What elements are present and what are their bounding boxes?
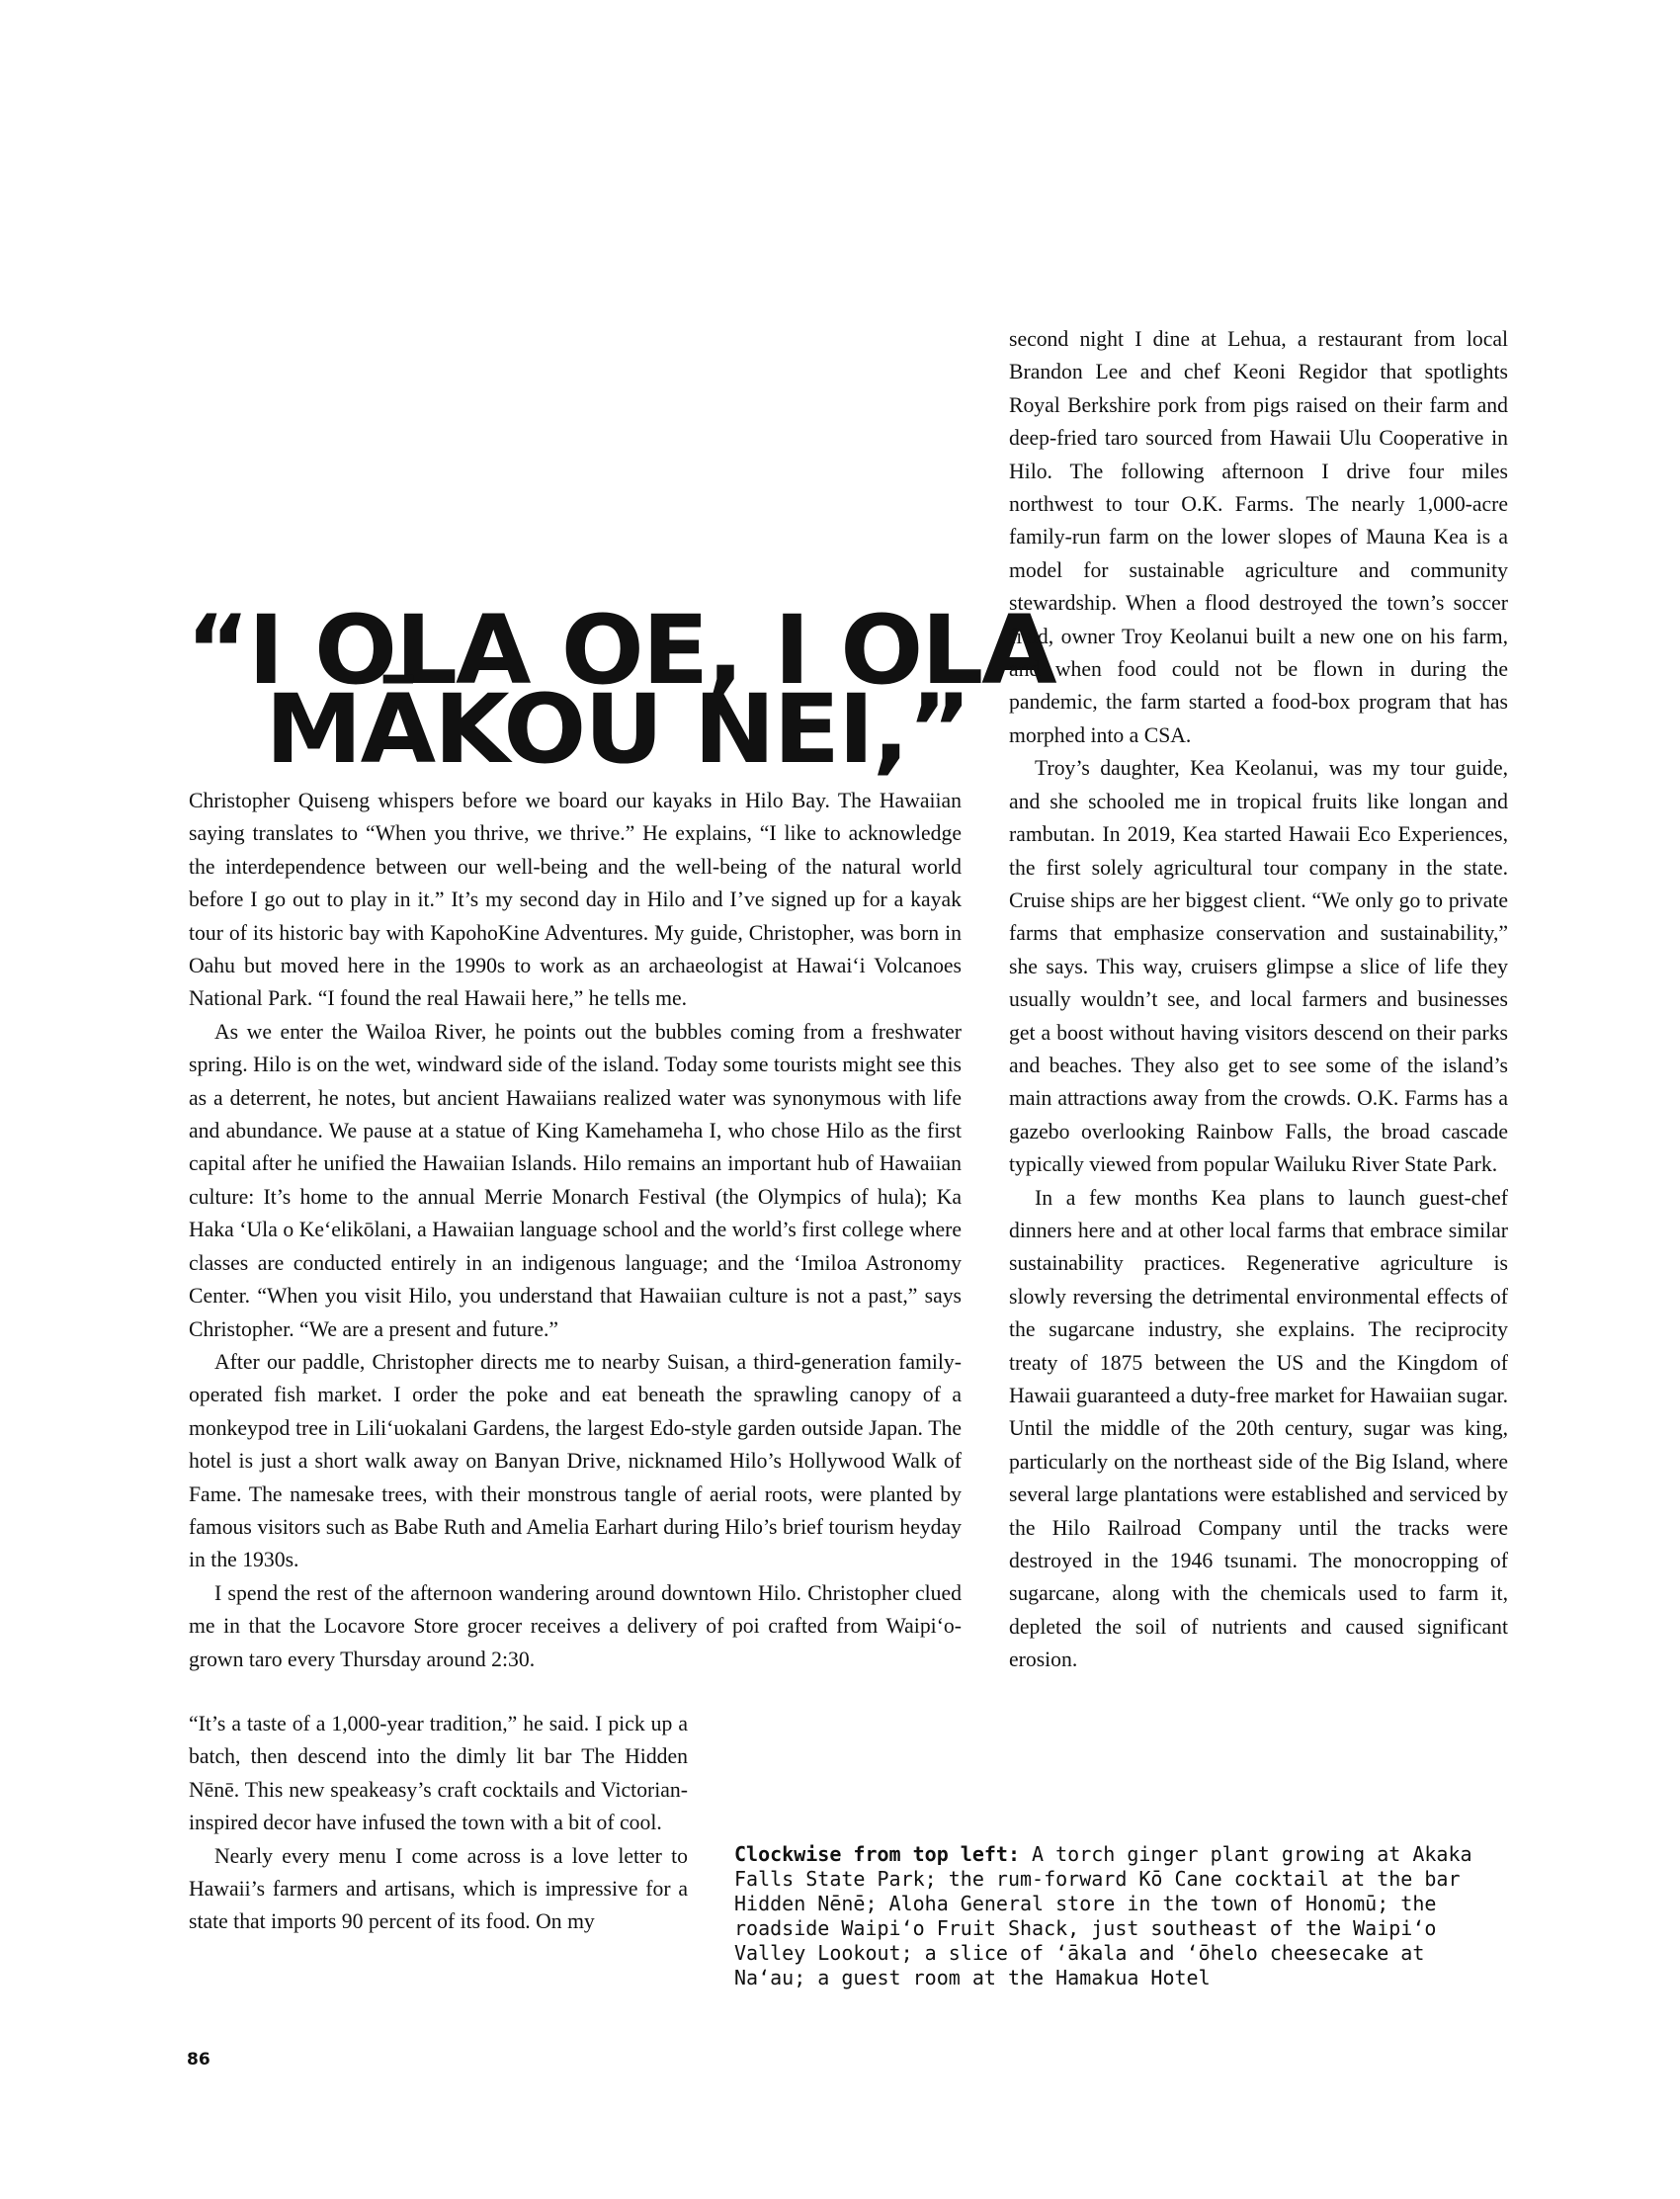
body-paragraph: Nearly every menu I come across is a love letter to Hawaii’s farmers and artisans, which is impressive for a state that imports 90 percent of its food. On my [189,1843,688,1934]
body-paragraph-continued: “It’s a taste of a 1,000-year tradition,” he said. I pick up a batch, then descend into the dimly lit bar The Hidden Nēnē. This new speakeasy’s craft cocktails and Victorian-inspired decor have infused the town with a bit of cool. [189,1712,688,1835]
headline-line-1: “I OLA OE, I OLA [186,595,1055,706]
body-paragraph: As we enter the Wailoa River, he points out the bubbles coming from a freshwater spring. Hilo is on the wet, windward side of the island. Today some tourists might see this as a deterrent, he notes, but ancient Hawaiians realized water was synonymous with life and abundance. We pause at a statue of King Kamehameha I, who chose Hilo as the first capital after he unified the Hawaiian Islands. Hilo remains an important hub of Hawaiian culture: It’s home to the annual Merrie Monarch Festival (the Olympics of hula); Ka Haka ʻUla o Keʻelikōlani, a Hawaiian language school and the world’s first college where classes are conducted entirely in an indigenous language; and the ʻImiloa Astronomy Center. “When you visit Hilo, you understand that Hawaiian culture is not a past,” says Christopher. “We are a present and future.” [189,1019,962,1341]
body-paragraph: In a few months Kea plans to launch guest-chef dinners here and at other local farms that embrace similar sustainability practices. Regenerative agriculture is slowly reversing the detrimental environmental effects of the sugarcane industry, she explains. The reciprocity treaty of 1875 between the US and the Kingdom of Hawaii guaranteed a duty-free market for Hawaiian sugar. Until the middle of the 20th century, sugar was king, particularly on the northeast side of the Big Island, where several large plantations were established and serviced by the Hilo Railroad Company until the tracks were destroyed in the 1946 tsunami. The monocropping of sugarcane, along with the chemicals used to farm it, depleted the soil of nutrients and caused significant erosion. [1009,1185,1508,1672]
headline [186,595,1055,785]
body-paragraph: After our paddle, Christopher directs me to nearby Suisan, a third-generation family-operated fish market. I order the poke and eat beneath the sprawling canopy of a monkeypod tree in Liliʻuokalani Gardens, the largest Edo-style garden outside Japan. The hotel is just a short walk away on Banyan Drive, nicknamed Hilo’s Hollywood Walk of Fame. The namesake trees, with their monstrous tangle of aerial roots, were planted by famous visitors such as Babe Ruth and Amelia Earhart during Hilo’s brief tourism heyday in the 1930s. [189,1349,962,1572]
headline-line-2: MĀKOU NEI,” [265,674,970,785]
left-column [189,785,962,1676]
photo-caption [734,1842,1475,1990]
right-column [1009,323,1508,1677]
caption-lead: Clockwise from top left: [734,1842,1020,1866]
body-paragraph-continued: second night I dine at Lehua, a restaurant from local Brandon Lee and chef Keoni Regidor that spotlights Royal Berkshire pork from pigs raised on their farm and deep-fried taro sourced from Hawaii Ulu Cooperative in Hilo. The following afternoon I drive four miles northwest to tour O.K. Farms. The nearly 1,000-acre family-run farm on the lower slopes of Mauna Kea is a model for sustainable agriculture and community stewardship. When a flood destroyed the town’s soccer field, owner Troy Keolanui built a new one on his farm, and when food could not be flown in during the pandemic, the farm started a food-box program that has morphed into a CSA. [1009,327,1508,747]
caption-text: A torch ginger plant growing at Akaka Falls State Park; the rum-forward Kō Cane cocktail at the bar Hidden Nēnē; Aloha General store in the town of Honomū; the roadside Waipiʻo Fruit Shack, just southeast of the Waipiʻo Valley Lookout; a slice of ʻākala and ʻōhelo cheesecake at Naʻau; a guest room at the Hamakua Hotel [734,1842,1472,1989]
body-paragraph: Troy’s daughter, Kea Keolanui, was my tour guide, and she schooled me in tropical fruits like longan and rambutan. In 2019, Kea started Hawaii Eco Experiences, the first solely agricultural tour company in the state. Cruise ships are her biggest client. “We only go to private farms that emphasize conservation and sustainability,” she says. This way, cruisers glimpse a slice of life they usually wouldn’t see, and local farmers and businesses get a boost without having visitors descend on their parks and beaches. They also get to see some of the island’s main attractions away from the crowds. O.K. Farms has a gazebo overlooking Rainbow Falls, the broad cascade typically viewed from popular Wailuku River State Park. [1009,756,1508,1177]
body-paragraph: I spend the rest of the afternoon wandering around downtown Hilo. Christopher clued me in that the Locavore Store grocer receives a delivery of poi crafted from Waipiʻo-grown taro every Thursday around 2:30. [189,1580,962,1671]
page-number: 86 [187,2050,210,2070]
left-narrow-column [189,1708,688,1939]
body-paragraph: Christopher Quiseng whispers before we board our kayaks in Hilo Bay. The Hawaiian saying translates to “When you thrive, we thrive.” He explains, “I like to acknowledge the interdependence between our well-being and the well-being of the natural world before I go out to play in it.” It’s my second day in Hilo and I’ve signed up for a kayak tour of its historic bay with KapohoKine Adventures. My guide, Christopher, was born in Oahu but moved here in the 1990s to work as an archaeologist at Hawaiʻi Volcanoes National Park. “I found the real Hawaii here,” he tells me. [189,789,962,1011]
